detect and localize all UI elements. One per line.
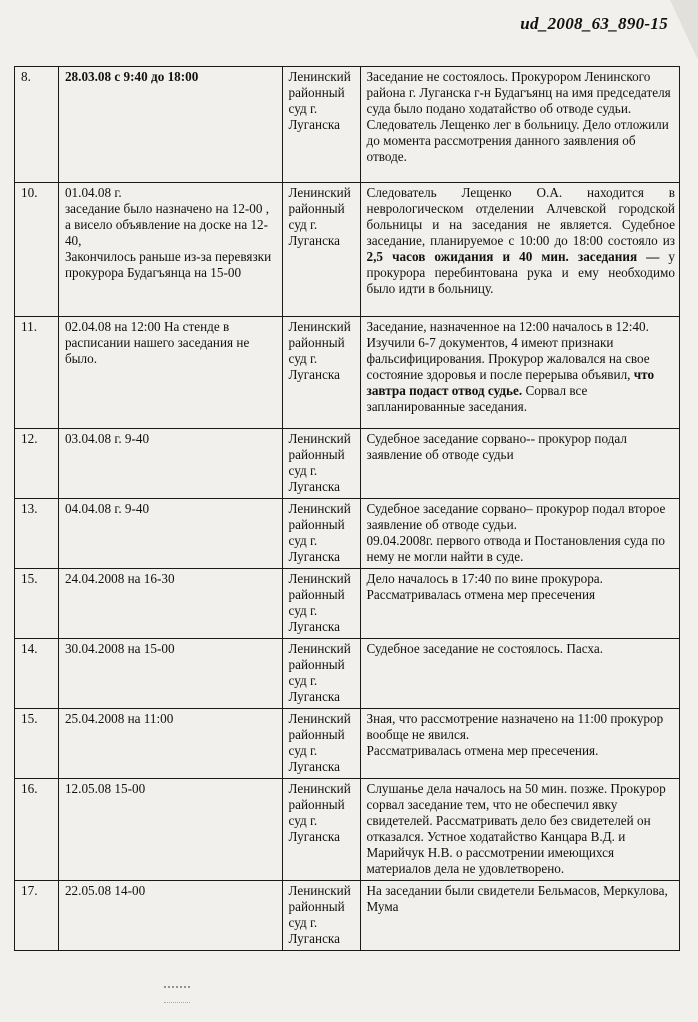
row-number: 15.: [15, 569, 59, 639]
court-name: Ленинский районный суд г. Луганска: [282, 67, 360, 183]
table-row: [15, 881, 680, 951]
row-number: 8.: [15, 67, 59, 183]
table-row: [15, 779, 680, 881]
session-note: Зная, что рассмотрение назначено на 11:00 прокурор вообще не явился. Рассматривалась отмена мер пресечения.: [360, 709, 679, 779]
session-date: 02.04.08 на 12:00 На стенде в расписании нашего заседания не было.: [58, 317, 282, 429]
session-note: [360, 183, 679, 317]
table-row: [15, 317, 680, 429]
session-note: Судебное заседание сорвано– прокурор подал второе заявление об отводе судьи. 09.04.2008г. первого отвода и Постановления суда по нему не могли найти в суде.: [360, 499, 679, 569]
session-note: Дело началось в 17:40 по вине прокурора. Рассматривалась отмена мер пресечения: [360, 569, 679, 639]
session-note-bold: 2,5 часов ожидания и 40 мин. заседания —: [366, 249, 660, 264]
session-note-part: Следователь Лещенко лег в больницу. Дело отложили до момента рассмотрения данного заявления об отводе.: [366, 117, 669, 164]
session-date: 01.04.08 г. заседание было назначено на 12-00 , а висело объявление на доске на 12-40, Закончилось раньше из-за перевязки прокурора Будагъянца на 15-00: [58, 183, 282, 317]
session-note-bold: что завтра подаст отвод судье.: [366, 367, 655, 398]
court-name: Ленинский районный суд г. Луганска: [282, 639, 360, 709]
session-note: [360, 67, 679, 183]
row-number: 12.: [15, 429, 59, 499]
court-name: Ленинский районный суд г. Луганска: [282, 183, 360, 317]
session-date: 25.04.2008 на 11:00: [58, 709, 282, 779]
table-row: [15, 429, 680, 499]
session-note: Слушанье дела началось на 50 мин. позже. Прокурор сорвал заседание тем, что не обеспечил явку свидетелей. Рассматривать дело без свидетелей он отказался. Устное ходатайство Канцара В.Д. и Марийчук Н.В. о рассмотрении имеющихся материалов дела не удовлетворено.: [360, 779, 679, 881]
row-number: 16.: [15, 779, 59, 881]
table-row: [15, 183, 680, 317]
session-date-bold: 28.03.08 с 9:40 до 18:00: [64, 69, 199, 84]
session-note: Судебное заседание не состоялось. Пасха.: [360, 639, 679, 709]
session-date: 24.04.2008 на 16-30: [58, 569, 282, 639]
session-note-part: у прокурора перебинтована рука и ему необходимо было идти в больницу.: [366, 249, 675, 296]
court-name: Ленинский районный суд г. Луганска: [282, 881, 360, 951]
court-name: Ленинский районный суд г. Луганска: [282, 779, 360, 881]
session-note-part: Сорвал все запланированные заседания.: [366, 383, 588, 414]
row-number: 13.: [15, 499, 59, 569]
session-date: 03.04.08 г. 9-40: [58, 429, 282, 499]
session-date: [58, 67, 282, 183]
court-sessions-table: [14, 66, 680, 951]
court-name: Ленинский районный суд г. Луганска: [282, 429, 360, 499]
session-date: 04.04.08 г. 9-40: [58, 499, 282, 569]
table-row: [15, 499, 680, 569]
row-number: 17.: [15, 881, 59, 951]
session-note-part: Следователь Лещенко О.А. находится в неврологическом отделении Алчевской городской больницы и на заседания не является. Судебное заседание, планируемое с 10:00 до 18:00 состояло из: [366, 185, 675, 248]
court-name: Ленинский районный суд г. Луганска: [282, 709, 360, 779]
session-note: На заседании были свидетели Бельмасов, Меркулова, Мума: [360, 881, 679, 951]
row-number: 11.: [15, 317, 59, 429]
court-name: Ленинский районный суд г. Луганска: [282, 317, 360, 429]
handwritten-mark: [164, 986, 190, 1003]
table-row: [15, 709, 680, 779]
session-note: Судебное заседание сорвано-- прокурор подал заявление об отводе судьи: [360, 429, 679, 499]
session-date: 22.05.08 14-00: [58, 881, 282, 951]
court-name: Ленинский районный суд г. Луганска: [282, 499, 360, 569]
table-row: [15, 569, 680, 639]
document-id: ud_2008_63_890-15: [520, 14, 668, 33]
session-note-part: Заседание не состоялось. Прокурором Ленинского района г. Луганска г-н Будагъянц на имя председателя суда было подано ходатайство об отводе судьи.: [366, 69, 671, 116]
session-date: 30.04.2008 на 15-00: [58, 639, 282, 709]
row-number: 15.: [15, 709, 59, 779]
session-note: [360, 317, 679, 429]
row-number: 14.: [15, 639, 59, 709]
court-name: Ленинский районный суд г. Луганска: [282, 569, 360, 639]
table-row: [15, 639, 680, 709]
table-row: [15, 67, 680, 183]
session-note-part: Заседание, назначенное на 12:00 началось в 12:40. Изучили 6-7 документов, 4 имеют признаки фальсифицирования. Прокурор жаловался на свое состояние здоровья и после перерыва объявил,: [366, 319, 650, 382]
page-corner-fold: [670, 0, 698, 60]
session-date: 12.05.08 15-00: [58, 779, 282, 881]
row-number: 10.: [15, 183, 59, 317]
